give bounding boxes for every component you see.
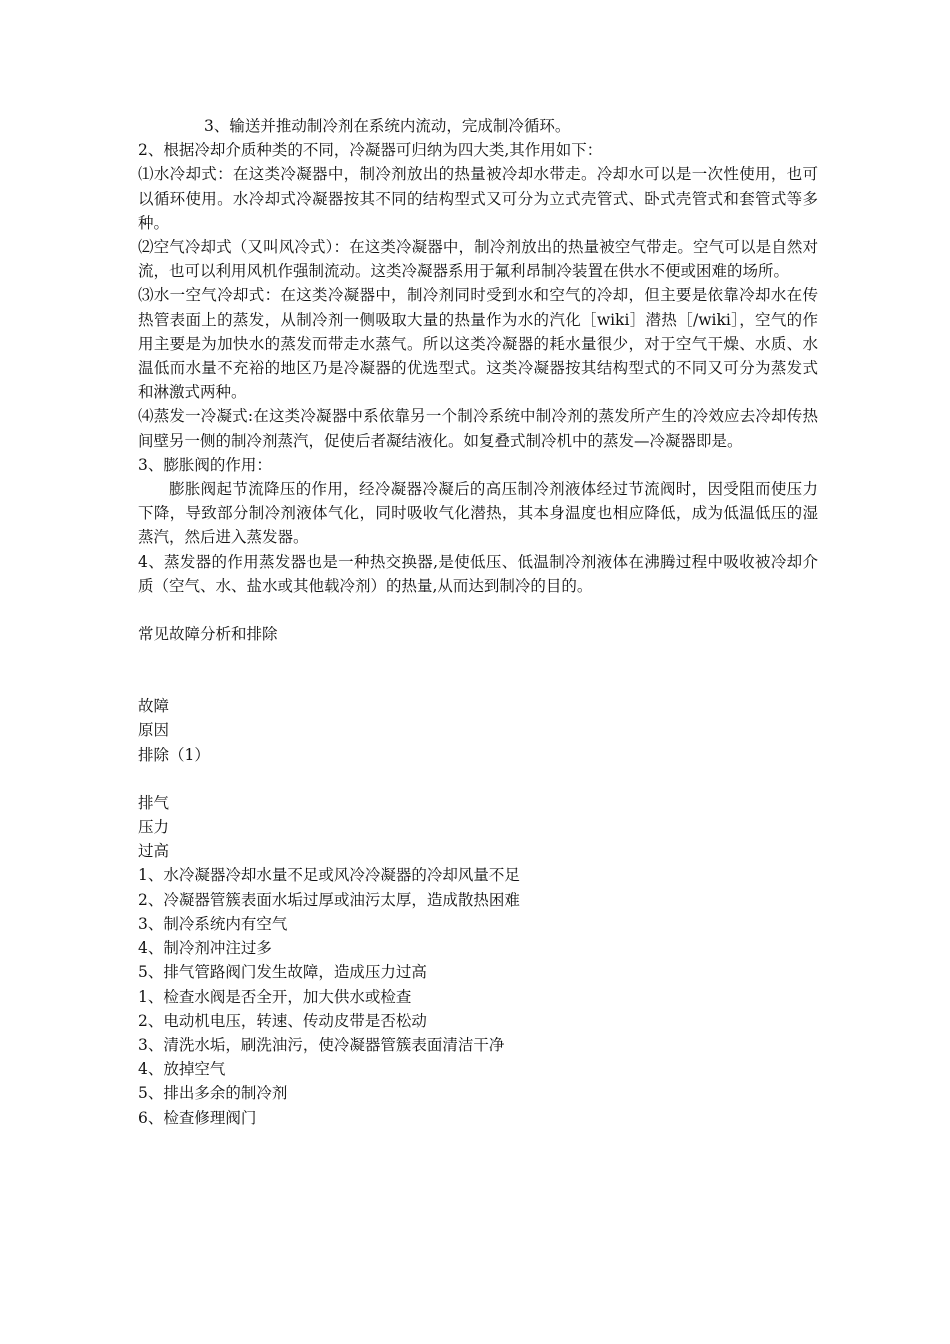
valve-body: 膨胀阀起节流降压的作用，经冷凝器冷凝后的高压制冷剂液体经过节流阀时，因受阻而使压力下降，导致部分制冷剂液体气化，同时吸收气化潜热，其本身温度也相应降低，成为低温低压的湿蒸汽，然后进入蒸发器。: [138, 480, 818, 547]
document-page: [138, 114, 818, 1130]
condenser-type-air: ⑵空气冷却式（又叫风冷式）：在这类冷凝器中，制冷剂放出的热量被空气带走。空气可以是自然对流，也可以利用风机作强制流动。这类冷凝器系用于氟利昂制冷装置在供水不便或困难的场所。: [138, 238, 818, 281]
fault-line: 过高: [138, 842, 170, 861]
cause-item: 4、制冷剂冲注过多: [138, 939, 272, 958]
remedy-item: 1、检查水阀是否全开，加大供水或检查: [138, 987, 412, 1006]
spacer: [138, 767, 818, 791]
remedy-item: 5、排出多余的制冷剂: [138, 1084, 288, 1103]
remedy-item: 3、清洗水垢，刷洗油污，使冷凝器管簇表面清洁干净: [138, 1035, 505, 1054]
cause-item: 5、排气管路阀门发生故障，造成压力过高: [138, 963, 427, 982]
cause-item: 2、冷凝器管簇表面水垢过厚或油污太厚，造成散热困难: [138, 890, 520, 909]
fault-line: 压力: [138, 818, 170, 837]
faults-header-cause: 原因: [138, 721, 170, 740]
remedy-item: 6、检查修理阀门: [138, 1108, 257, 1127]
faults-header-fault: 故障: [138, 697, 170, 716]
condenser-type-water-air: ⑶水一空气冷却式：在这类冷凝器中，制冷剂同时受到水和空气的冷却，但主要是依靠冷却水在传热管表面上的蒸发，从制冷剂一侧吸取大量的热量作为水的汽化［wiki］潜热［/wiki］，空气的作用主要是为加快水的蒸发而带走水蒸气。所以这类冷凝器的耗水量很少，对于空气干燥、水质、水温低而水量不充裕的地区乃是冷凝器的优选型式。这类冷凝器按其结构型式的不同又可分为蒸发式和淋激式两种。: [138, 286, 818, 402]
spacer: [138, 646, 818, 694]
condenser-type-water: ⑴水冷却式：在这类冷凝器中，制冷剂放出的热量被冷却水带走。冷却水可以是一次性使用，也可以循环使用。水冷却式冷凝器按其不同的结构型式又可分为立式壳管式、卧式壳管式和套管式等多种。: [138, 165, 818, 232]
cause-item: 3、制冷系统内有空气: [138, 914, 288, 933]
faults-title: 常见故障分析和排除: [138, 625, 278, 644]
valve-heading: 3、膨胀阀的作用：: [138, 455, 272, 474]
remedy-item: 4、放掉空气: [138, 1060, 226, 1079]
intro-item-3: 3、输送并推动制冷剂在系统内流动，完成制冷循环。: [204, 117, 571, 135]
faults-header-remedy: 排除（1）: [138, 745, 210, 764]
cause-item: 1、水冷凝器冷却水量不足或风冷冷凝器的冷却风量不足: [138, 866, 520, 885]
evaporator-text: 4、蒸发器的作用蒸发器也是一种热交换器,是使低压、低温制冷剂液体在沸腾过程中吸收被冷却介质（空气、水、盐水或其他载冷剂）的热量,从而达到制冷的目的。: [138, 552, 818, 595]
remedy-item: 2、电动机电压，转速、传动皮带是否松动: [138, 1011, 427, 1030]
condenser-heading: 2、根据冷却介质种类的不同，冷凝器可归纳为四大类,其作用如下：: [138, 141, 603, 160]
condenser-type-evaporative: ⑷蒸发一冷凝式:在这类冷凝器中系依靠另一个制冷系统中制冷剂的蒸发所产生的冷效应去冷却传热间壁另一侧的制冷剂蒸汽，促使后者凝结液化。如复叠式制冷机中的蒸发—冷凝器即是。: [138, 407, 818, 450]
fault-line: 排气: [138, 793, 170, 812]
spacer: [138, 598, 818, 622]
